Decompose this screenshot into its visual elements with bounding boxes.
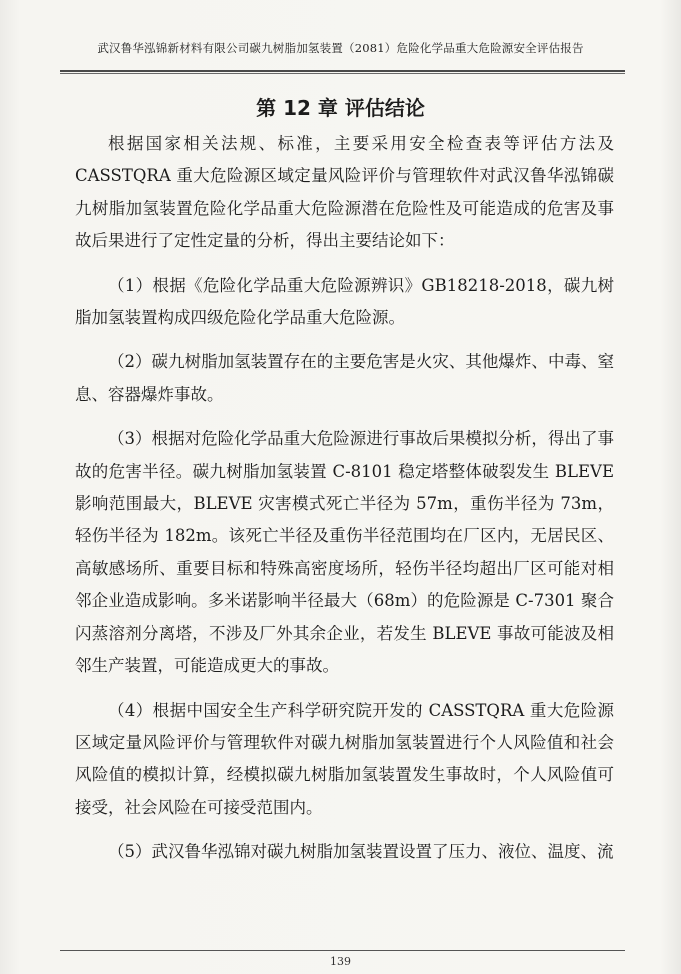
- paragraph-conclusion-1: （1）根据《危险化学品重大危险源辨识》GB18218-2018，碳九树脂加氢装置构成四级危险化学品重大危险源。: [75, 275, 614, 328]
- paragraph-conclusion-2: （2）碳九树脂加氢装置存在的主要危害是火灾、其他爆炸、中毒、窒息、容器爆炸事故。: [75, 352, 614, 404]
- paragraph-conclusion-5: （5）武汉鲁华泓锦对碳九树脂加氢装置设置了压力、液位、温度、流: [108, 842, 614, 862]
- paragraph-conclusion-4: （4）根据中国安全生产科学研究院开发的 CASSTQRA 重大危险源区域定量风险评价与管理软件对碳九树脂加氢装置进行个人风险值和社会风险值的模拟计算，经模拟碳九树脂加氢装置发生事故时，个人风险值可接受，社会风险在可接受范围内。: [75, 700, 614, 817]
- header-rule-secondary: [60, 73, 625, 74]
- chapter-title: 第 12 章 评估结论: [256, 96, 425, 120]
- header-rule: [60, 70, 625, 72]
- footer-rule: [60, 950, 625, 951]
- paragraph-intro: 根据国家相关法规、标准，主要采用安全检查表等评估方法及 CASSTQRA 重大危险源区域定量风险评价与管理软件对武汉鲁华泓锦碳九树脂加氢装置危险化学品重大危险源潜在危险性及可能造成的危害及事故后果进行了定性定量的分析，得出主要结论如下：: [75, 134, 614, 251]
- body-text: [75, 128, 614, 881]
- paragraph-conclusion-3: （3）根据对危险化学品重大危险源进行事故后果模拟分析，得出了事故的危害半径。碳九树脂加氢装置 C-8101 稳定塔整体破裂发生 BLEVE 影响范围最大，BLEVE 灾害模式死亡半径为 57m，重伤半径为 73m，轻伤半径为 182m。该死亡半径及重伤半径范围均在厂区内，无居民区、高敏感场所、重要目标和特殊高密度场所，轻伤半径均超出厂区可能对相邻企业造成影响。多米诺影响半径最大（68m）的危险源是 C-7301 聚合闪蒸溶剂分离塔，不涉及厂外其余企业，若发生 BLEVE 事故可能波及相邻生产装置，可能造成更大的事故。: [75, 429, 614, 676]
- page-number: 139: [330, 955, 351, 968]
- page-header: 武汉鲁华泓锦新材料有限公司碳九树脂加氢装置（2081）危险化学品重大危险源安全评估报告: [97, 41, 584, 55]
